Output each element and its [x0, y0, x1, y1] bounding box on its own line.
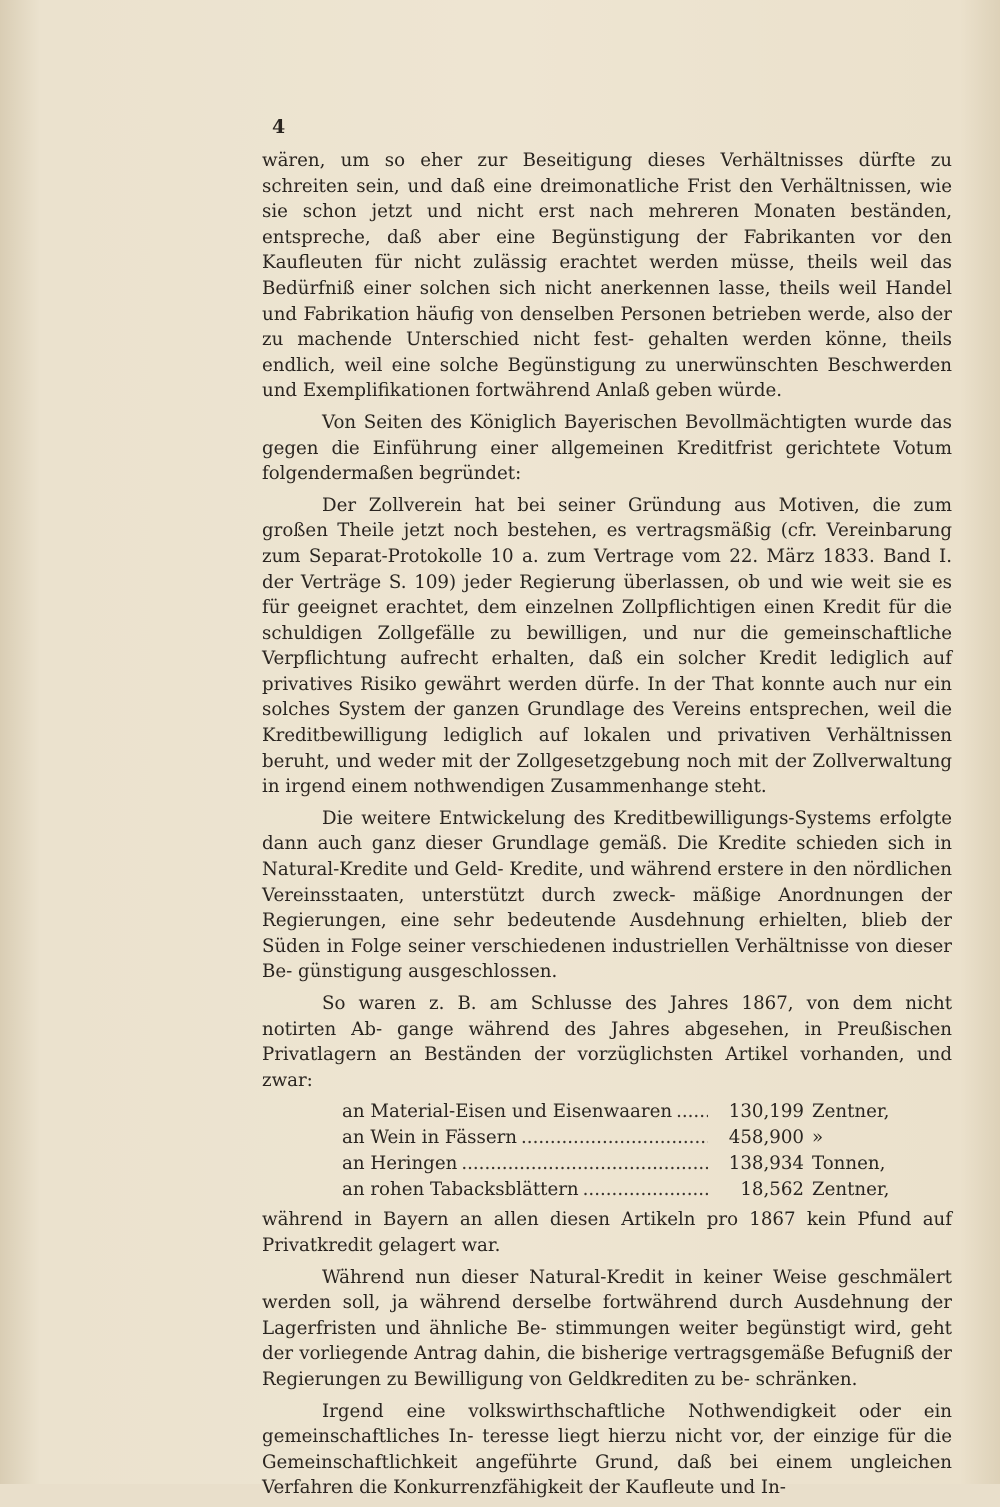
- goods-unit: Zentner,: [812, 1101, 890, 1123]
- body-text: [262, 148, 952, 1507]
- leader-dots: [461, 1151, 708, 1177]
- paragraph: Irgend eine volkswirthschaftliche Nothwendigkeit oder ein gemeinschaftliches In- teresse liegt hierzu nicht vor, der einzige für die Gemeinschaftlichkeit angeführte Grund, daß bei einem ungleichen Verfahren die Konkurrenzfähigkeit der Kaufleute und In-: [262, 1400, 952, 1499]
- goods-quantity: 138,934: [728, 1153, 804, 1175]
- leader-dots: [583, 1177, 708, 1203]
- paragraph: während in Bayern an allen diesen Artikeln pro 1867 kein Pfund auf Privatkredit gelagert war.: [262, 1209, 952, 1256]
- goods-list: [342, 1099, 902, 1203]
- goods-unit: »: [812, 1127, 824, 1149]
- goods-row: [342, 1177, 902, 1203]
- paragraph: Während nun dieser Natural-Kredit in keiner Weise geschmälert werden soll, ja während derselbe fortwährend durch Ausdehnung der Lagerfristen und ähnliche Be- stimmungen weiter begünstigt wird, geht der vorliegende Antrag dahin, die bisherige vertragsgemäße Befugniß der Regierungen zu Bewilligung von Geldkrediten zu be- schränken.: [262, 1266, 952, 1390]
- goods-item: an Wein in Fässern: [342, 1127, 517, 1149]
- goods-row: [342, 1125, 902, 1151]
- goods-quantity: 18,562: [740, 1179, 804, 1201]
- goods-unit: Tonnen,: [812, 1153, 886, 1175]
- goods-row: [342, 1151, 902, 1177]
- goods-row: [342, 1099, 902, 1125]
- leader-dots: [676, 1099, 708, 1125]
- paragraph: Die weitere Entwickelung des Kreditbewilligungs-Systems erfolgte dann auch ganz dieser Grundlage gemäß. Die Kredite schieden sich in Natural-Kredite und Geld- Kredite, und während erstere in den nördlichen Vereinsstaaten, unterstützt durch zweck- mäßige Anordnungen der Regierungen, eine sehr bedeutende Ausdehnung erhielten, blieb der Süden in Folge seiner verschiedenen industriellen Verhältnisse von dieser Be- günstigung ausgeschlossen.: [262, 807, 952, 983]
- paragraph: wären, um so eher zur Beseitigung dieses Verhältnisses dürfte zu schreiten sein, und daß eine dreimonatliche Frist den Verhältnissen, wie sie schon jetzt und nicht erst nach mehreren Monaten beständen, entspreche, daß aber eine Begünstigung der Fabrikanten vor den Kaufleuten für nicht zulässig erachtet werden müsse, theils weil das Bedürfniß einer solchen sich nicht anerkennen lasse, theils weil Handel und Fabrikation häufig von denselben Personen betrieben werde, also der zu machende Unterschied nicht fest- gehalten werden könne, theils endlich, weil eine solche Begünstigung zu unerwünschten Beschwerden und Exemplifikationen fortwährend Anlaß geben würde.: [262, 150, 952, 402]
- paragraph: So waren z. B. am Schlusse des Jahres 1867, von dem nicht notirten Ab- gange während des Jahres abgesehen, in Preußischen Privatlagern an Beständen der vorzüglichsten Artikel vorhanden, und zwar:: [262, 993, 952, 1091]
- paragraph: Von Seiten des Königlich Bayerischen Bevollmächtigten wurde das gegen die Einführung einer allgemeinen Kreditfrist gerichtete Votum folgendermaßen begründet:: [262, 411, 952, 485]
- leader-dots: [521, 1125, 708, 1151]
- goods-item: an Heringen: [342, 1153, 458, 1175]
- goods-quantity: 458,900: [728, 1127, 804, 1149]
- goods-quantity: 130,199: [728, 1101, 804, 1123]
- goods-item: an Material-Eisen und Eisenwaaren: [342, 1101, 673, 1123]
- goods-item: an rohen Tabacksblättern: [342, 1179, 579, 1201]
- page-number: 4: [272, 116, 286, 138]
- paragraph: Der Zollverein hat bei seiner Gründung aus Motiven, die zum großen Theile jetzt noch bestehen, es vertragsmäßig (cfr. Vereinbarung zum Separat-Protokolle 10 a. zum Vertrage vom 22. März 1833. Band I. der Verträge S. 109) jeder Regierung überlassen, ob und wie weit sie es für geeignet erachtet, dem einzelnen Zollpflichtigen einen Kredit für die schuldigen Zollgefälle zu bewilligen, und nur die gemeinschaftliche Verpflichtung aufrecht erhalten, daß ein solcher Kredit lediglich auf privatives Risiko gewährt werden dürfe. In der That konnte auch nur ein solches System der ganzen Grundlage des Vereins entsprechen, weil die Kreditbewilligung lediglich auf lokalen und privativen Verhältnissen beruht, und weder mit der Zollgesetzgebung noch mit der Zollverwaltung in irgend einem nothwendigen Zusammenhange steht.: [262, 494, 952, 798]
- goods-unit: Zentner,: [812, 1179, 890, 1201]
